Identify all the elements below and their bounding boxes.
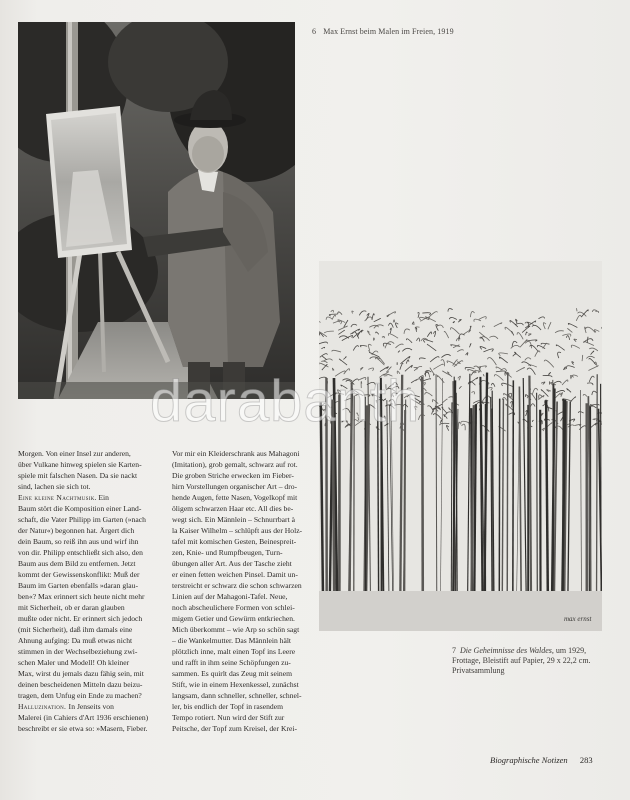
text-line: – die Wankelmutter. Das Männlein hält [172,636,292,645]
text-line: plötzlich inne, malt einen Topf ins Leere [172,647,296,656]
figure-7-caption [452,646,612,676]
text-line: migem Getier und Gewürm entkriechen. [172,614,295,623]
page-footer [490,755,593,765]
watermark: darabanth [150,369,421,434]
tree-trunk-stroke [436,374,437,591]
text-line: (mit Sicherheit), daß ihm damals eine [18,625,133,634]
text-line: mit Sicherheit, ob er daran glauben [18,603,125,612]
figure-7-collection: Privatsammlung [452,666,505,675]
text-line: Max, wirst du jemals dazu fähig sein, mit [18,669,144,678]
page-number: 283 [579,755,593,765]
text-line: Vor mir ein Kleiderschrank aus Mahagoni [172,449,300,458]
text-line: Stift, wie in einem Hexenkessel, zunächst [172,680,299,689]
figure-7-title: Die Geheimnisse des Waldes [460,646,552,655]
tree-trunk-stroke [546,400,548,591]
text-line: er einen fetten weichen Pinsel. Damit un- [172,570,298,579]
text-line: stimmen in der Wechselbeziehung zwi- [18,647,138,656]
text-line: Die groben Striche erwecken im Fieber- [172,471,294,480]
text-line: (Imitation), grob gemalt, schwarz auf rot. [172,460,298,469]
text-line: und rafft in ihm seine Schöpfungen zu- [172,658,291,667]
tree-trunk-stroke [529,376,531,591]
text-line: Morgen. Von einer Insel zur anderen, [18,449,131,458]
tree-trunk-stroke [537,393,538,591]
text-line: sammen. Es quirlt das Zeug mit seinem [172,669,293,678]
tree-trunk-stroke [597,374,598,591]
text-line: Baum im Garten ebenfalls »daran glau- [18,581,138,590]
text-line: hende Augen, fette Nasen, Vogelkopf mit [172,493,298,502]
text-line: von dir. Philipp entschließt sich also, den [18,548,143,557]
text-line: Baum stört die Komposition einer Land- [18,504,142,513]
text-line: Malerei (in Cahiers d'Art 1936 erschienen) [18,713,149,722]
text-line: Tempo rotiert. Nun wird der Stift zur [172,713,285,722]
text-line: langsam, dann schneller, schneller, schnel- [172,691,302,700]
text-line: übungen aller Art. Aus der Tasche zieht [172,559,292,568]
text-line: schen Maler und Modell! Oh kleiner [18,658,130,667]
text-line: la Kaiser Wilhelm – schlüpft aus der Holz- [172,526,302,535]
text-line: noch abscheulichere Formen von schlei- [172,603,295,612]
running-footer-title: Biographische Notizen [490,755,568,765]
text-line: kommt der Gewissenskonflikt: Muß der [18,570,140,579]
text-line: sind, lachen sie sich tot. [18,482,91,491]
text-line: Mich überkommt – wie Arp so schön sagt [172,625,300,634]
photograph-max-ernst-painting [18,22,295,399]
text-line: zen, Knie- und Rumpfbeugen, Turn- [172,548,283,557]
text-line: spiele mit falschen Nasen. Da sie nackt [18,471,138,480]
tree-trunk-stroke [451,402,452,591]
foliage-stroke [577,308,578,311]
text-line: tafel mit komischen Gesten, Beinespreit- [172,537,297,546]
text-line: Baum aus dem Bild zu entfernen. Jetzt [18,559,136,568]
artist-signature: max ernst [564,615,592,623]
text-line: mußte oder nicht. Er erinnert sich jedoch [18,614,143,623]
text-line: terstreicht er schwarz die schon schwarzen [172,581,302,590]
tree-trunk-stroke [563,399,564,591]
figure-7-number: 7 [452,646,456,655]
text-line: schaft, die Vater Philipp im Garten (»nach [18,515,146,524]
text-line: ben«? Max erinnert sich heute nicht mehr [18,592,145,601]
text-column-right [172,448,302,734]
text-column-left [18,448,164,734]
text-line: wegt sich. Ein Männlein – Schnurrbart à [172,515,295,524]
text-line: Halluzination. In Jenseits von [18,702,114,711]
text-line: Eine kleine Nachtmusik. Ein [18,493,109,502]
text-line: beschreibt er sie etwa so: »Masern, Fieber. [18,724,148,733]
foliage-stroke [397,362,398,364]
text-line: öligem schwarzen Haar etc. All dies be- [172,504,294,513]
text-line: Linien auf der Mahagoni-Tafel. Neue, [172,592,288,601]
figure-7-medium: Frottage, Bleistift auf Papier, 29 x 22,2 cm. [452,656,591,665]
figure-6-number: 6 [312,27,317,36]
figure-6-caption-text: Max Ernst beim Malen im Freien, 1919 [323,27,454,36]
text-line: Ahnung aufging: Da muß etwas nicht [18,636,133,645]
text-line: ler, bis endlich der Topf in rasendem [172,702,283,711]
frottage-drawing-forest [319,261,602,631]
figure-7-date: , um 1929, [551,646,587,655]
text-line: über Vulkane hinweg spielen sie Karten- [18,460,142,469]
text-line: dein Baum, so reiß ihn aus und wirf ihn [18,537,139,546]
text-line: Peitsche, der Topf zum Kreisel, der Krei- [172,724,298,733]
text-line: tragen, dem Unfug ein Ende zu machen? [18,691,142,700]
text-line: hirn Vorstellungen organischer Art – dro- [172,482,298,491]
text-line: der Natur«) begonnen hat. Ärgert dich [18,526,135,535]
text-line: deinen bescheidenen Mitteln dazu beizu- [18,680,143,689]
tree-trunk-stroke [507,372,508,591]
figure-6-caption [312,27,454,36]
